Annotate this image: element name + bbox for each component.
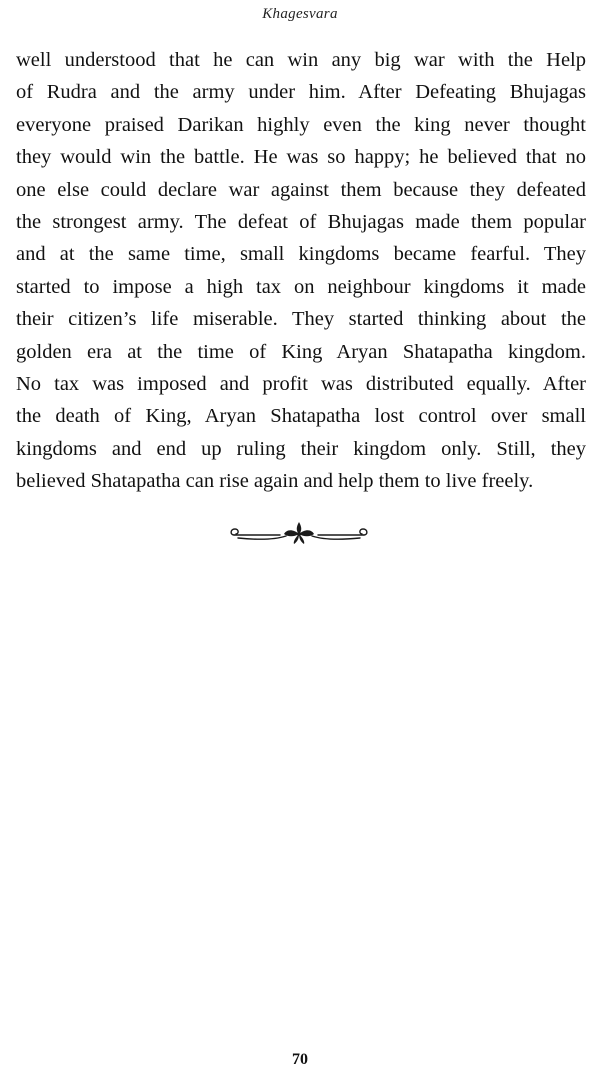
text-line: everyone praised Darikan highly even the king never thought [16, 113, 586, 136]
text-line: kingdoms and end up ruling their kingdom only. Still, they [16, 437, 586, 460]
text-line: No tax was imposed and profit was distributed equally. After [16, 373, 586, 396]
text-line: their citizen’s life miserable. They started thinking about the [16, 308, 586, 331]
running-header: Khagesvara [262, 6, 338, 22]
text-line: of Rudra and the army under him. After Defeating Bhujagas [16, 81, 586, 104]
text-line: they would win the battle. He was so happy; he believed that no [16, 146, 586, 169]
body-paragraph [16, 44, 586, 498]
text-line: one else could declare war against them because they defeated [16, 178, 586, 201]
text-line: the strongest army. The defeat of Bhujagas made them popular [16, 211, 586, 234]
page-number: 70 [292, 1051, 308, 1068]
text-line: golden era at the time of King Aryan Shatapatha kingdom. [16, 340, 586, 363]
text-line: the death of King, Aryan Shatapatha lost control over small [16, 405, 586, 428]
text-line: started to impose a high tax on neighbour kingdoms it made [16, 275, 586, 298]
text-line: well understood that he can win any big war with the Help [16, 49, 586, 71]
floral-divider-icon [228, 519, 370, 547]
text-line: believed Shatapatha can rise again and help them to live freely. [16, 470, 534, 493]
text-line: and at the same time, small kingdoms became fearful. They [16, 243, 586, 266]
